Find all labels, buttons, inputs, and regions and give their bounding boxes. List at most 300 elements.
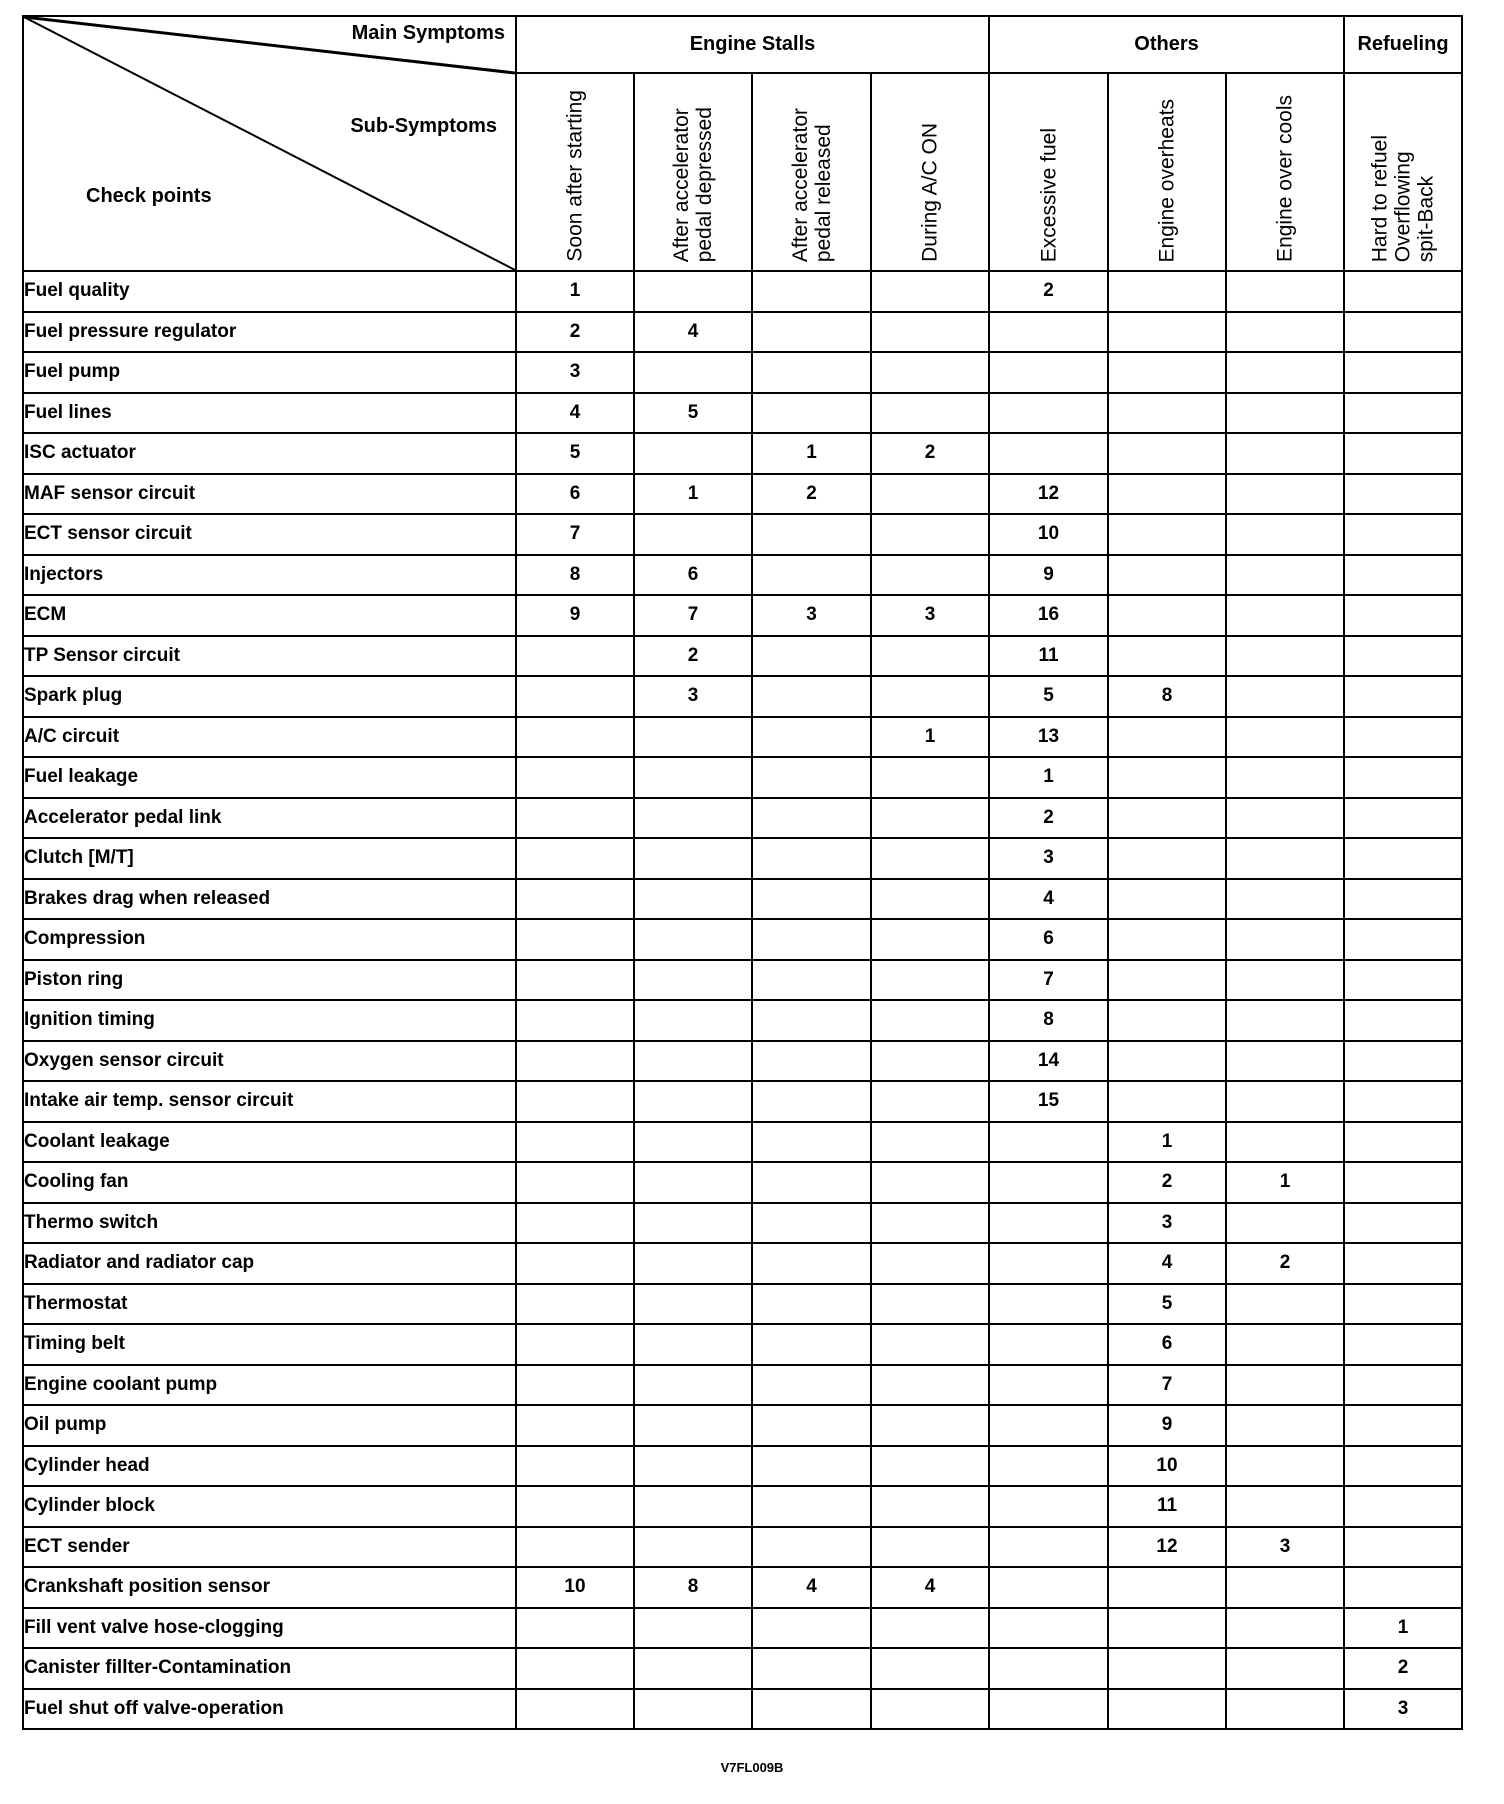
priority-cell [516, 1324, 634, 1365]
priority-cell [752, 838, 871, 879]
priority-cell [989, 1203, 1108, 1244]
sub-symptom-label: Hard to refuel Overflowing spit-Back [1368, 134, 1438, 262]
priority-cell [989, 1284, 1108, 1325]
priority-cell [989, 1446, 1108, 1487]
check-point-name: Cylinder head [23, 1446, 516, 1487]
priority-cell [871, 1689, 989, 1730]
sub-symptom-header [1108, 73, 1226, 271]
priority-cell [516, 1446, 634, 1487]
priority-cell [871, 1405, 989, 1446]
priority-cell [989, 1648, 1108, 1689]
table-row [23, 960, 1462, 1001]
table-row [23, 1000, 1462, 1041]
priority-cell [1108, 1041, 1226, 1082]
priority-cell [1344, 879, 1462, 920]
priority-cell [989, 1324, 1108, 1365]
priority-cell [871, 798, 989, 839]
table-row [23, 636, 1462, 677]
priority-cell [1344, 1203, 1462, 1244]
sub-symptom-label: During A/C ON [918, 123, 942, 262]
priority-cell [752, 352, 871, 393]
priority-cell [1226, 595, 1344, 636]
priority-cell [752, 879, 871, 920]
priority-cell [871, 312, 989, 353]
sub-symptom-header [634, 73, 752, 271]
priority-cell: 3 [752, 595, 871, 636]
priority-cell [634, 1162, 752, 1203]
priority-cell: 1 [871, 717, 989, 758]
priority-cell: 3 [989, 838, 1108, 879]
main-symptom-refueling: Refueling [1344, 16, 1462, 73]
check-point-name: ECM [23, 595, 516, 636]
priority-cell [871, 393, 989, 434]
priority-cell [871, 676, 989, 717]
priority-cell [871, 1608, 989, 1649]
priority-cell [1344, 717, 1462, 758]
priority-cell [634, 1324, 752, 1365]
priority-cell [516, 1284, 634, 1325]
priority-cell [634, 1365, 752, 1406]
priority-cell [1108, 1648, 1226, 1689]
priority-cell [752, 1122, 871, 1163]
sub-symptom-label: Engine overheats [1155, 98, 1179, 262]
priority-cell [634, 1081, 752, 1122]
priority-cell [634, 879, 752, 920]
priority-cell [1226, 1689, 1344, 1730]
priority-cell [634, 717, 752, 758]
priority-cell [516, 1203, 634, 1244]
priority-cell: 4 [634, 312, 752, 353]
priority-cell [516, 879, 634, 920]
table-row [23, 1162, 1462, 1203]
priority-cell [1344, 1162, 1462, 1203]
main-symptom-engine-stalls: Engine Stalls [516, 16, 989, 73]
priority-cell: 2 [516, 312, 634, 353]
priority-cell [1226, 555, 1344, 596]
check-points-label: Check points [86, 185, 212, 207]
priority-cell [1226, 312, 1344, 353]
priority-cell [1108, 1608, 1226, 1649]
priority-cell: 4 [871, 1567, 989, 1608]
priority-cell [871, 1000, 989, 1041]
priority-cell: 2 [871, 433, 989, 474]
priority-cell [516, 838, 634, 879]
priority-cell [1108, 433, 1226, 474]
priority-cell [516, 1486, 634, 1527]
priority-cell [1344, 636, 1462, 677]
priority-cell [1226, 1000, 1344, 1041]
priority-cell [634, 757, 752, 798]
priority-cell [871, 636, 989, 677]
table-row [23, 1203, 1462, 1244]
sub-symptom-header [1226, 73, 1344, 271]
priority-cell [516, 919, 634, 960]
priority-cell [871, 1324, 989, 1365]
priority-cell: 11 [1108, 1486, 1226, 1527]
priority-cell [1108, 352, 1226, 393]
priority-cell [634, 514, 752, 555]
priority-cell [871, 1203, 989, 1244]
priority-cell: 8 [1108, 676, 1226, 717]
priority-cell [1226, 1567, 1344, 1608]
table-row [23, 595, 1462, 636]
priority-cell [871, 555, 989, 596]
priority-cell [634, 1203, 752, 1244]
priority-cell [1226, 757, 1344, 798]
priority-cell [634, 1041, 752, 1082]
check-point-name: TP Sensor circuit [23, 636, 516, 677]
check-point-name: Oil pump [23, 1405, 516, 1446]
priority-cell [1344, 919, 1462, 960]
priority-cell [516, 798, 634, 839]
priority-cell [989, 1608, 1108, 1649]
priority-cell [1108, 514, 1226, 555]
priority-cell: 5 [516, 433, 634, 474]
figure-code: V7FL009B [720, 1760, 784, 1775]
check-point-name: Accelerator pedal link [23, 798, 516, 839]
main-symptom-others: Others [989, 16, 1344, 73]
check-point-name: Fuel pump [23, 352, 516, 393]
priority-cell [1108, 595, 1226, 636]
priority-cell [634, 1689, 752, 1730]
priority-cell [516, 960, 634, 1001]
main-symptoms-label: Main Symptoms [351, 22, 505, 44]
priority-cell: 3 [516, 352, 634, 393]
priority-cell [1108, 838, 1226, 879]
priority-cell [752, 1527, 871, 1568]
priority-cell [871, 1527, 989, 1568]
table-row [23, 1081, 1462, 1122]
priority-cell [1226, 636, 1344, 677]
priority-cell [871, 838, 989, 879]
sub-symptom-label: Excessive fuel [1037, 127, 1060, 262]
table-row [23, 433, 1462, 474]
priority-cell [1344, 474, 1462, 515]
table-row [23, 352, 1462, 393]
check-point-name: ECT sensor circuit [23, 514, 516, 555]
diagonal-lines [24, 17, 515, 270]
priority-cell [516, 1527, 634, 1568]
table-row [23, 717, 1462, 758]
table-row [23, 919, 1462, 960]
priority-cell [634, 433, 752, 474]
priority-cell: 14 [989, 1041, 1108, 1082]
priority-cell [989, 1405, 1108, 1446]
priority-cell [634, 919, 752, 960]
sub-symptom-header [871, 73, 989, 271]
priority-cell: 2 [1226, 1243, 1344, 1284]
check-point-name: Cooling fan [23, 1162, 516, 1203]
priority-cell [752, 1203, 871, 1244]
priority-cell [1226, 798, 1344, 839]
priority-cell: 11 [989, 636, 1108, 677]
priority-cell [1344, 1567, 1462, 1608]
priority-cell: 13 [989, 717, 1108, 758]
priority-cell [871, 1041, 989, 1082]
priority-cell [752, 1486, 871, 1527]
priority-cell [1344, 312, 1462, 353]
check-point-name: Clutch [M/T] [23, 838, 516, 879]
table-row [23, 879, 1462, 920]
priority-cell [752, 555, 871, 596]
priority-cell: 3 [871, 595, 989, 636]
priority-cell [1344, 1243, 1462, 1284]
priority-cell [871, 1122, 989, 1163]
priority-cell [1226, 1081, 1344, 1122]
table-row [23, 838, 1462, 879]
check-point-name: Fuel quality [23, 271, 516, 312]
priority-cell [634, 798, 752, 839]
priority-cell [1226, 1203, 1344, 1244]
priority-cell [871, 1243, 989, 1284]
priority-cell [1344, 1486, 1462, 1527]
check-point-name: Injectors [23, 555, 516, 596]
check-point-name: Intake air temp. sensor circuit [23, 1081, 516, 1122]
priority-cell [1344, 595, 1462, 636]
sub-symptom-header [752, 73, 871, 271]
priority-cell [1108, 474, 1226, 515]
priority-cell [752, 1446, 871, 1487]
table-row [23, 798, 1462, 839]
check-point-name: ECT sender [23, 1527, 516, 1568]
priority-cell [871, 514, 989, 555]
check-point-name: Fill vent valve hose-clogging [23, 1608, 516, 1649]
priority-cell [752, 1324, 871, 1365]
priority-cell: 4 [752, 1567, 871, 1608]
priority-cell [1108, 1000, 1226, 1041]
priority-cell [989, 393, 1108, 434]
priority-cell [1226, 1284, 1344, 1325]
priority-cell: 16 [989, 595, 1108, 636]
priority-cell [1226, 717, 1344, 758]
priority-cell [871, 1446, 989, 1487]
priority-cell [752, 514, 871, 555]
priority-cell [1226, 1486, 1344, 1527]
priority-cell [871, 1365, 989, 1406]
priority-cell: 4 [516, 393, 634, 434]
priority-cell: 12 [989, 474, 1108, 515]
priority-cell: 2 [989, 271, 1108, 312]
check-point-name: ISC actuator [23, 433, 516, 474]
priority-cell [1226, 1608, 1344, 1649]
priority-cell [1226, 474, 1344, 515]
priority-cell [752, 271, 871, 312]
priority-cell [1344, 271, 1462, 312]
priority-cell [752, 1081, 871, 1122]
table-row [23, 1689, 1462, 1730]
priority-cell [871, 1162, 989, 1203]
priority-cell [516, 1608, 634, 1649]
priority-cell [634, 838, 752, 879]
priority-cell: 5 [989, 676, 1108, 717]
table-row [23, 514, 1462, 555]
priority-cell [634, 1243, 752, 1284]
priority-cell [516, 1689, 634, 1730]
priority-cell [1344, 393, 1462, 434]
priority-cell [516, 1081, 634, 1122]
priority-cell: 1 [1108, 1122, 1226, 1163]
table-row [23, 1041, 1462, 1082]
check-point-name: Thermo switch [23, 1203, 516, 1244]
priority-cell [516, 1122, 634, 1163]
check-point-name: Canister fillter-Contamination [23, 1648, 516, 1689]
priority-cell [989, 1122, 1108, 1163]
priority-cell [752, 676, 871, 717]
priority-cell [871, 1486, 989, 1527]
table-row [23, 1122, 1462, 1163]
priority-cell: 10 [1108, 1446, 1226, 1487]
priority-cell [989, 1162, 1108, 1203]
priority-cell: 7 [1108, 1365, 1226, 1406]
priority-cell [752, 1041, 871, 1082]
priority-cell [1108, 757, 1226, 798]
sub-symptom-label: Engine over cools [1273, 95, 1297, 262]
table-row [23, 474, 1462, 515]
check-point-name: Crankshaft position sensor [23, 1567, 516, 1608]
priority-cell [1344, 1122, 1462, 1163]
table-row [23, 1446, 1462, 1487]
priority-cell [752, 757, 871, 798]
table-row [23, 555, 1462, 596]
priority-cell [752, 798, 871, 839]
priority-cell [1226, 676, 1344, 717]
table-row [23, 1243, 1462, 1284]
table-row [23, 271, 1462, 312]
priority-cell: 2 [989, 798, 1108, 839]
priority-cell: 7 [989, 960, 1108, 1001]
priority-cell: 2 [634, 636, 752, 677]
priority-cell [1344, 1041, 1462, 1082]
priority-cell [1344, 960, 1462, 1001]
priority-cell: 6 [1108, 1324, 1226, 1365]
priority-cell [1226, 838, 1344, 879]
priority-cell [634, 1284, 752, 1325]
priority-cell: 10 [516, 1567, 634, 1608]
check-point-name: Brakes drag when released [23, 879, 516, 920]
priority-cell: 3 [1344, 1689, 1462, 1730]
priority-cell [1344, 1446, 1462, 1487]
priority-cell [1226, 919, 1344, 960]
priority-cell [1108, 960, 1226, 1001]
priority-cell: 5 [1108, 1284, 1226, 1325]
check-point-name: Coolant leakage [23, 1122, 516, 1163]
priority-cell [1344, 1081, 1462, 1122]
priority-cell [752, 636, 871, 677]
priority-cell [1226, 1041, 1344, 1082]
priority-cell [1226, 879, 1344, 920]
table-row [23, 1608, 1462, 1649]
priority-cell [634, 1486, 752, 1527]
priority-cell [634, 1648, 752, 1689]
priority-cell [871, 1648, 989, 1689]
sub-symptom-label: After accelerator pedal depressed [670, 106, 716, 262]
priority-cell: 3 [1226, 1527, 1344, 1568]
table-row [23, 1284, 1462, 1325]
priority-cell: 6 [989, 919, 1108, 960]
priority-cell: 1 [634, 474, 752, 515]
priority-cell [1108, 636, 1226, 677]
table-row [23, 1324, 1462, 1365]
table-row [23, 393, 1462, 434]
check-point-name: Compression [23, 919, 516, 960]
priority-cell [516, 1162, 634, 1203]
priority-cell [752, 1162, 871, 1203]
priority-cell [1344, 757, 1462, 798]
priority-cell [634, 1527, 752, 1568]
priority-cell [1226, 1122, 1344, 1163]
priority-cell [1108, 393, 1226, 434]
priority-cell [752, 1689, 871, 1730]
check-point-name: Piston ring [23, 960, 516, 1001]
priority-cell [634, 1405, 752, 1446]
table-row [23, 676, 1462, 717]
priority-cell [989, 433, 1108, 474]
priority-cell [516, 1000, 634, 1041]
priority-cell [1226, 433, 1344, 474]
priority-cell [752, 1243, 871, 1284]
check-point-name: Timing belt [23, 1324, 516, 1365]
priority-cell [516, 636, 634, 677]
check-point-name: Cylinder block [23, 1486, 516, 1527]
priority-cell [634, 352, 752, 393]
priority-cell [1108, 1567, 1226, 1608]
priority-cell: 6 [516, 474, 634, 515]
priority-cell [1344, 838, 1462, 879]
priority-cell [752, 1000, 871, 1041]
priority-cell: 4 [1108, 1243, 1226, 1284]
check-point-name: Fuel leakage [23, 757, 516, 798]
priority-cell [1226, 1365, 1344, 1406]
sub-symptom-header [1344, 73, 1462, 271]
table-row [23, 1405, 1462, 1446]
priority-cell: 2 [1344, 1648, 1462, 1689]
check-point-name: A/C circuit [23, 717, 516, 758]
priority-cell: 2 [752, 474, 871, 515]
check-point-name: Radiator and radiator cap [23, 1243, 516, 1284]
priority-cell [871, 1081, 989, 1122]
priority-cell [752, 1648, 871, 1689]
priority-cell [634, 1608, 752, 1649]
priority-cell [989, 1567, 1108, 1608]
priority-cell [1226, 1648, 1344, 1689]
priority-cell: 8 [516, 555, 634, 596]
priority-cell [989, 1486, 1108, 1527]
priority-cell [1344, 1284, 1462, 1325]
priority-cell [634, 271, 752, 312]
priority-cell [1226, 1324, 1344, 1365]
priority-cell [752, 1608, 871, 1649]
priority-cell [752, 1365, 871, 1406]
priority-cell [634, 1446, 752, 1487]
priority-cell: 2 [1108, 1162, 1226, 1203]
priority-cell [1344, 1324, 1462, 1365]
check-point-name: MAF sensor circuit [23, 474, 516, 515]
priority-cell [516, 717, 634, 758]
priority-cell [1344, 555, 1462, 596]
priority-cell [871, 271, 989, 312]
priority-cell [1226, 960, 1344, 1001]
priority-cell [1108, 271, 1226, 312]
check-point-name: Oxygen sensor circuit [23, 1041, 516, 1082]
check-point-name: Fuel shut off valve-operation [23, 1689, 516, 1730]
table-row [23, 1486, 1462, 1527]
priority-cell [989, 1243, 1108, 1284]
priority-cell: 9 [516, 595, 634, 636]
check-point-name: Fuel lines [23, 393, 516, 434]
priority-cell [1226, 271, 1344, 312]
priority-cell [871, 879, 989, 920]
table-row [23, 1567, 1462, 1608]
